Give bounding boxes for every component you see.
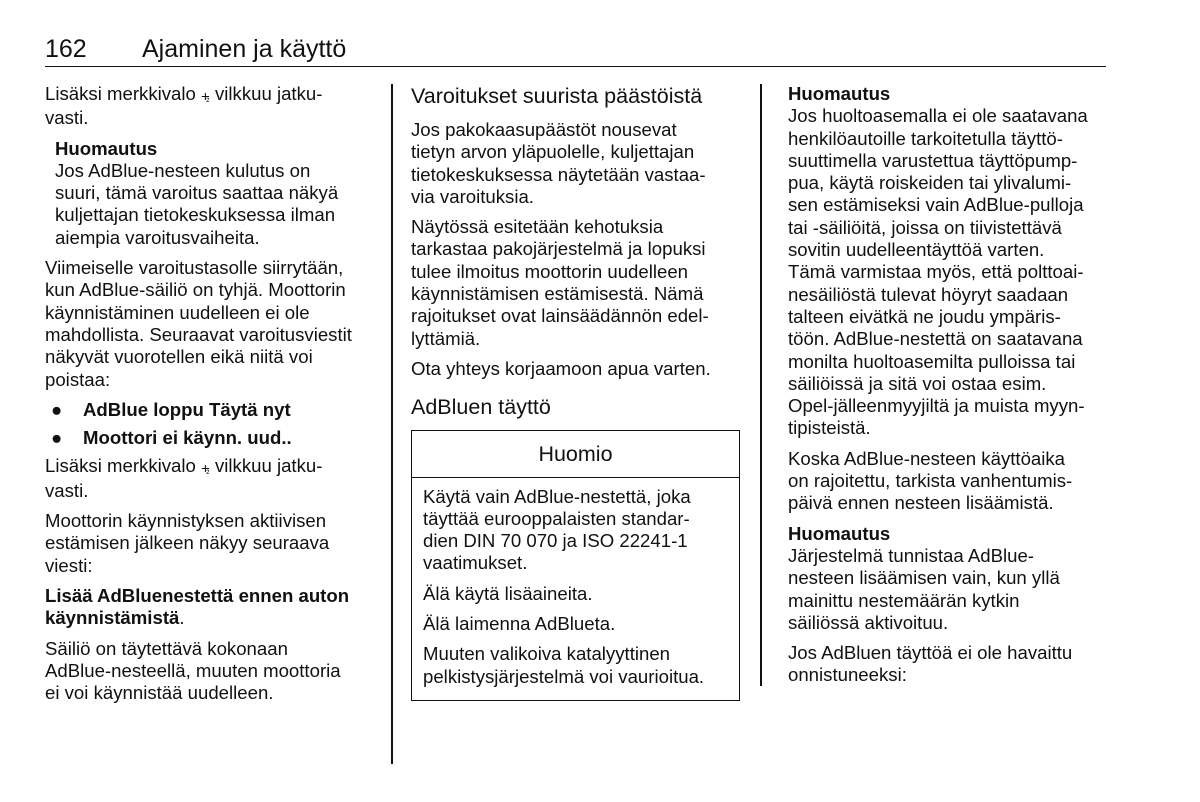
note — [45, 138, 380, 249]
column-divider — [760, 84, 762, 686]
list-item: ● AdBlue loppu Täytä nyt — [45, 399, 380, 421]
column-divider — [391, 84, 393, 764]
column-middle — [411, 83, 741, 701]
note — [788, 83, 1106, 440]
bullet-icon: ● — [51, 427, 63, 449]
page-header — [45, 34, 1106, 67]
paragraph: Muuten valikoiva katalyyttinen pelkistysjärjestelmä voi vaurioitua. — [423, 643, 705, 687]
note-body: Jos AdBlue-nesteen kulutus on suuri, tämä varoitus saattaa näkyä kuljettajan tietokeskuksessa ilman aiempia varoitusvaiheita. — [55, 159, 339, 248]
paragraph: Näytössä esitetään kehotuksia tarkastaa pakojärjestelmä ja lopuksi tulee ilmoitus moottorin uudelleen käynnistämisen estämisestä. Nämä rajoitukset ovat lainsäädännön edel- lyttämiä. — [411, 216, 709, 349]
paragraph: Koska AdBlue-nesteen käyttöaika on rajoitettu, tarkista vanhentumis- päivä ennen nesteen lisäämistä. — [788, 447, 1073, 514]
note-title: Huomautus — [788, 522, 891, 544]
adblue-warning-icon: ⨧ — [201, 459, 210, 477]
column-left — [45, 83, 380, 712]
chapter-title: Ajaminen ja käyttö — [142, 35, 347, 63]
paragraph: Säiliö on täytettävä kokonaan AdBlue-nesteellä, muuten moottoria ei voi käynnistää uudelleen. — [45, 637, 341, 704]
note-title: Huomautus — [55, 137, 158, 159]
adblue-warning-icon: ⨧ — [201, 87, 210, 104]
note — [788, 523, 1106, 634]
column-right — [788, 83, 1106, 695]
paragraph: Käytä vain AdBlue-nestettä, joka täyttää eurooppalaisten standar- dien DIN 70 070 ja ISO 22241-1 vaatimukset. — [423, 485, 691, 574]
section-heading: Varoitukset suurista päästöistä — [411, 84, 703, 108]
paragraph: Lisää AdBluenestettä ennen auton käynnistämistä. — [45, 584, 350, 629]
paragraph: Viimeiselle varoitustasolle siirrytään, kun AdBlue-säiliö on tyhjä. Moottorin käynnistäminen uudelleen ei ole mahdollista. Seuraavat varoitusviestit näkyvät vuorotellen eikä niitä voi poistaa: — [45, 257, 352, 390]
page-number: 162 — [45, 35, 87, 63]
list-item: ● Moottori ei käynn. uud.. — [45, 427, 380, 449]
caution-box — [411, 430, 740, 701]
paragraph: Jos pakokaasupäästöt nousevat tietyn arvon yläpuolelle, kuljettajan tietokeskuksessa näytetään vastaa- via varoituksia. — [411, 119, 706, 207]
paragraph: Älä käytä lisäaineita. — [423, 582, 593, 604]
bullet-icon: ● — [51, 398, 63, 420]
paragraph: Älä laimenna AdBlueta. — [423, 613, 616, 635]
paragraph: Ota yhteys korjaamoon apua varten. — [411, 357, 711, 379]
note-body: Jos huoltoasemalla ei ole saatavana henkilöautoille tarkoitetulla täyttö- suuttimella varustettua täyttöpump- pua, käytä roiskeiden tai ylivalumi- sen estämiseksi vain AdBlue-pulloja tai -säiliöitä, joissa on tiivistettävä sovitin uudelleentäyttöä varten. Tämä varmistaa myös, että polttoai- nesäiliöstä tulevat höyryt saadaan talteen eivätkä ne joudu ympäris- töön. AdBlue-nestettä on saatavana monilta huoltoasemilta pulloissa tai säiliöissä ja sitä voi ostaa esim. Opel-jälleenmyyjiltä ja muista myyn- tipisteistä. — [788, 105, 1088, 439]
note-title: Huomautus — [788, 83, 891, 104]
caution-title: Huomio — [412, 431, 739, 477]
paragraph: Lisäksi merkkivalo ⨧ vilkkuu jatku- vasti. — [45, 455, 323, 501]
paragraph: Moottorin käynnistyksen aktiivisen estämisen jälkeen näkyy seuraava viesti: — [45, 510, 330, 576]
note-body: Järjestelmä tunnistaa AdBlue- nesteen lisäämisen vain, kun yllä mainittu nestemäärän kytkin säiliössä aktivoituu. — [788, 544, 1060, 633]
paragraph: Jos AdBluen täyttöä ei ole havaittu onnistuneeksi: — [788, 642, 1073, 686]
section-heading: AdBluen täyttö — [411, 395, 551, 420]
paragraph: Lisäksi merkkivalo ⨧ vilkkuu jatku- vasti. — [45, 83, 323, 129]
